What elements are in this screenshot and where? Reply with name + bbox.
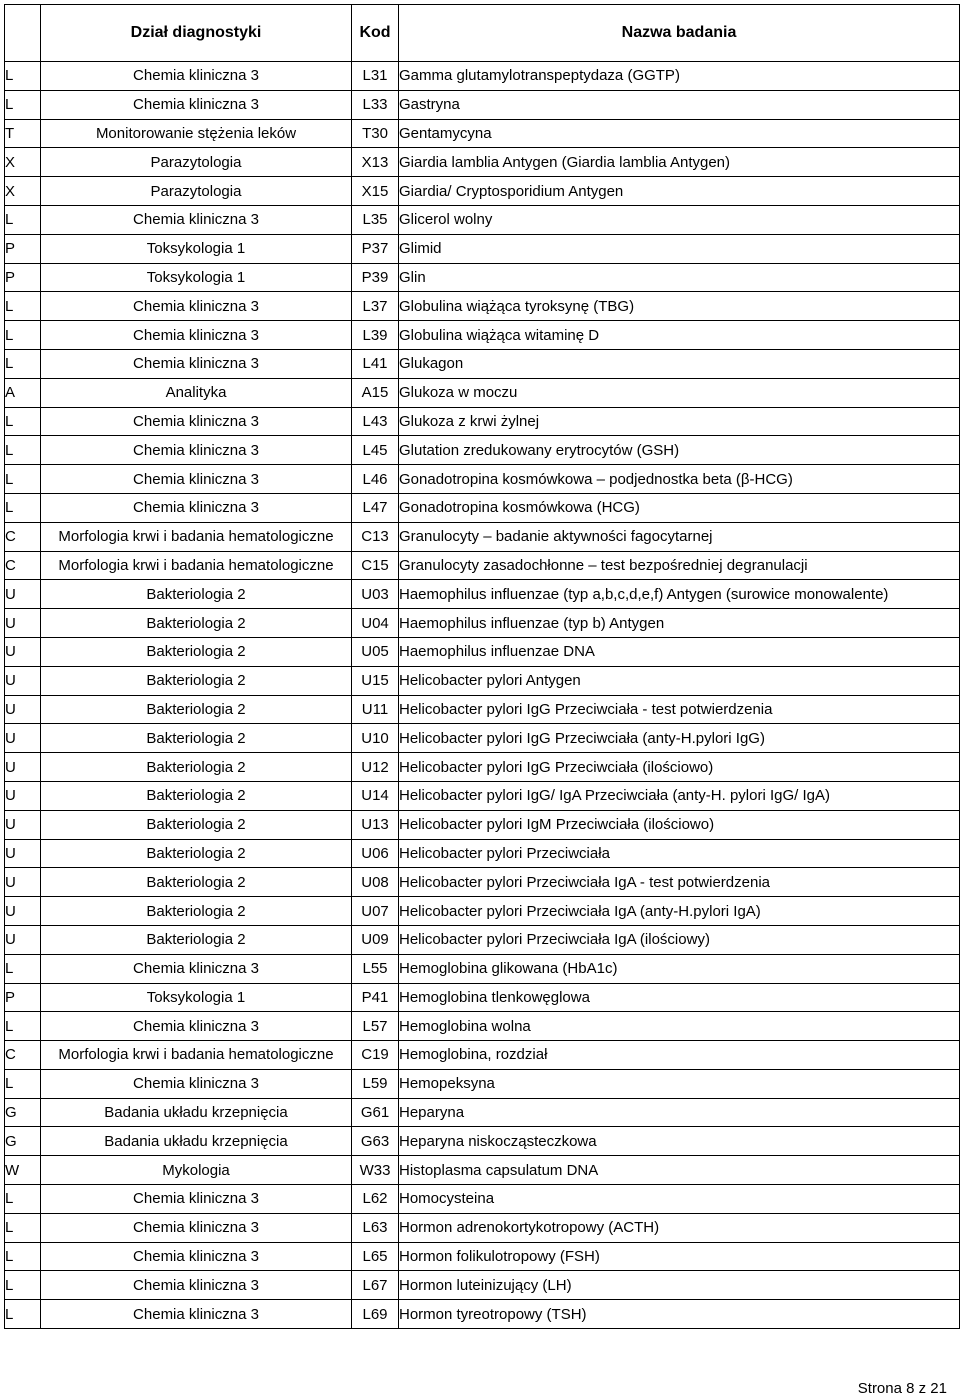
row-letter: L: [5, 349, 41, 378]
row-test-name: Histoplasma capsulatum DNA: [399, 1156, 960, 1185]
row-code: C13: [352, 522, 399, 551]
row-test-name: Haemophilus influenzae DNA: [399, 637, 960, 666]
row-code: C15: [352, 551, 399, 580]
row-letter: L: [5, 465, 41, 494]
row-test-name: Hormon folikulotropowy (FSH): [399, 1242, 960, 1271]
table-row: [5, 436, 960, 465]
row-department: Bakteriologia 2: [41, 868, 352, 897]
table-row: [5, 983, 960, 1012]
row-letter: L: [5, 90, 41, 119]
row-letter: L: [5, 321, 41, 350]
row-letter: U: [5, 753, 41, 782]
row-code: U12: [352, 753, 399, 782]
row-department: Chemia kliniczna 3: [41, 1300, 352, 1329]
row-code: A15: [352, 378, 399, 407]
table-row: [5, 810, 960, 839]
row-letter: L: [5, 292, 41, 321]
table-row: [5, 119, 960, 148]
row-department: Chemia kliniczna 3: [41, 1185, 352, 1214]
row-department: Chemia kliniczna 3: [41, 1012, 352, 1041]
row-test-name: Helicobacter pylori Przeciwciała IgA (anty-H.pylori IgA): [399, 897, 960, 926]
row-department: Bakteriologia 2: [41, 580, 352, 609]
row-letter: L: [5, 493, 41, 522]
row-test-name: Helicobacter pylori Antygen: [399, 666, 960, 695]
table-row: [5, 493, 960, 522]
table-row: [5, 321, 960, 350]
row-code: L45: [352, 436, 399, 465]
row-test-name: Gonadotropina kosmówkowa (HCG): [399, 493, 960, 522]
table-row: [5, 925, 960, 954]
row-code: L35: [352, 205, 399, 234]
table-row: [5, 897, 960, 926]
table-row: [5, 839, 960, 868]
table-row: [5, 753, 960, 782]
row-department: Chemia kliniczna 3: [41, 349, 352, 378]
row-department: Toksykologia 1: [41, 234, 352, 263]
row-test-name: Globulina wiążąca tyroksynę (TBG): [399, 292, 960, 321]
header-code: Kod: [352, 5, 399, 62]
row-code: X15: [352, 177, 399, 206]
row-test-name: Hormon adrenokortykotropowy (ACTH): [399, 1213, 960, 1242]
table-row: [5, 177, 960, 206]
row-code: U10: [352, 724, 399, 753]
row-test-name: Helicobacter pylori IgG Przeciwciała (ilościowo): [399, 753, 960, 782]
row-department: Morfologia krwi i badania hematologiczne: [41, 1041, 352, 1070]
table-row: [5, 1300, 960, 1329]
row-letter: G: [5, 1098, 41, 1127]
row-test-name: Glukoza w moczu: [399, 378, 960, 407]
row-test-name: Helicobacter pylori IgG Przeciwciała - test potwierdzenia: [399, 695, 960, 724]
row-test-name: Hormon luteinizujący (LH): [399, 1271, 960, 1300]
row-code: U09: [352, 925, 399, 954]
row-department: Bakteriologia 2: [41, 666, 352, 695]
row-department: Bakteriologia 2: [41, 695, 352, 724]
row-department: Chemia kliniczna 3: [41, 493, 352, 522]
row-code: L67: [352, 1271, 399, 1300]
row-letter: U: [5, 609, 41, 638]
row-test-name: Homocysteina: [399, 1185, 960, 1214]
row-department: Analityka: [41, 378, 352, 407]
row-code: U15: [352, 666, 399, 695]
row-code: W33: [352, 1156, 399, 1185]
row-department: Bakteriologia 2: [41, 724, 352, 753]
table-header-row: [5, 5, 960, 62]
row-letter: L: [5, 954, 41, 983]
row-test-name: Hemoglobina glikowana (HbA1c): [399, 954, 960, 983]
row-code: L59: [352, 1069, 399, 1098]
diagnostics-table: [4, 4, 960, 1329]
row-department: Chemia kliniczna 3: [41, 205, 352, 234]
header-test-name: Nazwa badania: [399, 5, 960, 62]
table-row: [5, 1012, 960, 1041]
table-row: [5, 551, 960, 580]
row-test-name: Hemoglobina tlenkowęglowa: [399, 983, 960, 1012]
row-department: Badania układu krzepnięcia: [41, 1127, 352, 1156]
row-code: L62: [352, 1185, 399, 1214]
row-department: Mykologia: [41, 1156, 352, 1185]
row-code: U11: [352, 695, 399, 724]
row-test-name: Granulocyty – badanie aktywności fagocytarnej: [399, 522, 960, 551]
table-row: [5, 205, 960, 234]
row-department: Chemia kliniczna 3: [41, 954, 352, 983]
table-row: [5, 1242, 960, 1271]
row-department: Badania układu krzepnięcia: [41, 1098, 352, 1127]
row-letter: U: [5, 724, 41, 753]
table-row: [5, 90, 960, 119]
row-department: Chemia kliniczna 3: [41, 321, 352, 350]
row-department: Bakteriologia 2: [41, 637, 352, 666]
row-letter: L: [5, 1069, 41, 1098]
row-test-name: Hemoglobina, rozdział: [399, 1041, 960, 1070]
row-test-name: Glin: [399, 263, 960, 292]
row-test-name: Gonadotropina kosmówkowa – podjednostka beta (β-HCG): [399, 465, 960, 494]
table-row: [5, 1156, 960, 1185]
row-code: U05: [352, 637, 399, 666]
row-letter: T: [5, 119, 41, 148]
row-letter: X: [5, 177, 41, 206]
row-code: G63: [352, 1127, 399, 1156]
row-code: T30: [352, 119, 399, 148]
row-code: U14: [352, 781, 399, 810]
row-code: L69: [352, 1300, 399, 1329]
table-row: [5, 609, 960, 638]
row-department: Chemia kliniczna 3: [41, 62, 352, 91]
row-department: Chemia kliniczna 3: [41, 1271, 352, 1300]
row-code: U06: [352, 839, 399, 868]
table-row: [5, 868, 960, 897]
row-code: L57: [352, 1012, 399, 1041]
row-code: L33: [352, 90, 399, 119]
row-department: Morfologia krwi i badania hematologiczne: [41, 551, 352, 580]
row-test-name: Helicobacter pylori Przeciwciała: [399, 839, 960, 868]
row-letter: U: [5, 925, 41, 954]
table-row: [5, 781, 960, 810]
row-letter: L: [5, 62, 41, 91]
row-test-name: Helicobacter pylori IgG Przeciwciała (anty-H.pylori IgG): [399, 724, 960, 753]
row-department: Chemia kliniczna 3: [41, 465, 352, 494]
row-department: Chemia kliniczna 3: [41, 1069, 352, 1098]
row-test-name: Helicobacter pylori IgG/ IgA Przeciwciała (anty-H. pylori IgG/ IgA): [399, 781, 960, 810]
table-body: [5, 62, 960, 1329]
row-test-name: Gastryna: [399, 90, 960, 119]
row-code: U13: [352, 810, 399, 839]
row-department: Chemia kliniczna 3: [41, 1213, 352, 1242]
row-department: Monitorowanie stężenia leków: [41, 119, 352, 148]
row-test-name: Gentamycyna: [399, 119, 960, 148]
row-code: L31: [352, 62, 399, 91]
row-letter: U: [5, 666, 41, 695]
table-row: [5, 1185, 960, 1214]
table-row: [5, 1041, 960, 1070]
row-code: L41: [352, 349, 399, 378]
row-code: U04: [352, 609, 399, 638]
table-row: [5, 724, 960, 753]
row-letter: L: [5, 1185, 41, 1214]
table-row: [5, 1127, 960, 1156]
row-code: L39: [352, 321, 399, 350]
row-letter: C: [5, 551, 41, 580]
row-letter: U: [5, 897, 41, 926]
row-test-name: Granulocyty zasadochłonne – test bezpośredniej degranulacji: [399, 551, 960, 580]
row-letter: U: [5, 839, 41, 868]
row-test-name: Heparyna niskocząsteczkowa: [399, 1127, 960, 1156]
row-letter: L: [5, 1242, 41, 1271]
row-test-name: Hemopeksyna: [399, 1069, 960, 1098]
row-test-name: Giardia/ Cryptosporidium Antygen: [399, 177, 960, 206]
row-letter: A: [5, 378, 41, 407]
row-test-name: Haemophilus influenzae (typ b) Antygen: [399, 609, 960, 638]
table-row: [5, 666, 960, 695]
row-department: Chemia kliniczna 3: [41, 1242, 352, 1271]
row-code: X13: [352, 148, 399, 177]
row-letter: W: [5, 1156, 41, 1185]
row-department: Bakteriologia 2: [41, 839, 352, 868]
row-test-name: Haemophilus influenzae (typ a,b,c,d,e,f) Antygen (surowice monowalente): [399, 580, 960, 609]
row-department: Chemia kliniczna 3: [41, 90, 352, 119]
row-code: L63: [352, 1213, 399, 1242]
row-letter: U: [5, 637, 41, 666]
table-row: [5, 62, 960, 91]
table-row: [5, 1069, 960, 1098]
row-department: Chemia kliniczna 3: [41, 292, 352, 321]
row-code: P37: [352, 234, 399, 263]
row-letter: C: [5, 522, 41, 551]
row-test-name: Heparyna: [399, 1098, 960, 1127]
row-letter: P: [5, 263, 41, 292]
row-test-name: Glimid: [399, 234, 960, 263]
row-test-name: Glukagon: [399, 349, 960, 378]
row-department: Chemia kliniczna 3: [41, 436, 352, 465]
row-code: L65: [352, 1242, 399, 1271]
row-letter: U: [5, 868, 41, 897]
row-department: Bakteriologia 2: [41, 609, 352, 638]
row-letter: P: [5, 234, 41, 263]
row-department: Bakteriologia 2: [41, 925, 352, 954]
row-test-name: Glicerol wolny: [399, 205, 960, 234]
row-code: G61: [352, 1098, 399, 1127]
row-test-name: Globulina wiążąca witaminę D: [399, 321, 960, 350]
row-test-name: Glukoza z krwi żylnej: [399, 407, 960, 436]
row-code: P39: [352, 263, 399, 292]
header-letter: [5, 5, 41, 62]
row-letter: P: [5, 983, 41, 1012]
table-row: [5, 378, 960, 407]
table-row: [5, 234, 960, 263]
table-row: [5, 1213, 960, 1242]
row-code: L55: [352, 954, 399, 983]
row-letter: L: [5, 1271, 41, 1300]
row-test-name: Gamma glutamylotranspeptydaza (GGTP): [399, 62, 960, 91]
table-row: [5, 954, 960, 983]
row-department: Toksykologia 1: [41, 983, 352, 1012]
row-letter: U: [5, 695, 41, 724]
row-letter: L: [5, 407, 41, 436]
row-department: Toksykologia 1: [41, 263, 352, 292]
row-letter: L: [5, 1300, 41, 1329]
row-code: U03: [352, 580, 399, 609]
row-code: L43: [352, 407, 399, 436]
table-row: [5, 292, 960, 321]
row-letter: U: [5, 580, 41, 609]
table-row: [5, 522, 960, 551]
table-row: [5, 637, 960, 666]
row-test-name: Giardia lamblia Antygen (Giardia lamblia Antygen): [399, 148, 960, 177]
row-test-name: Glutation zredukowany erytrocytów (GSH): [399, 436, 960, 465]
row-department: Morfologia krwi i badania hematologiczne: [41, 522, 352, 551]
row-code: U08: [352, 868, 399, 897]
row-letter: G: [5, 1127, 41, 1156]
row-department: Bakteriologia 2: [41, 781, 352, 810]
table-row: [5, 407, 960, 436]
table-row: [5, 580, 960, 609]
row-test-name: Hemoglobina wolna: [399, 1012, 960, 1041]
row-department: Bakteriologia 2: [41, 753, 352, 782]
table-row: [5, 1271, 960, 1300]
table-row: [5, 263, 960, 292]
table-row: [5, 349, 960, 378]
row-department: Parazytologia: [41, 177, 352, 206]
row-letter: L: [5, 1213, 41, 1242]
row-department: Bakteriologia 2: [41, 897, 352, 926]
row-code: P41: [352, 983, 399, 1012]
row-code: U07: [352, 897, 399, 926]
table-row: [5, 1098, 960, 1127]
page-number: Strona 8 z 21: [857, 1380, 947, 1397]
row-letter: U: [5, 781, 41, 810]
row-letter: C: [5, 1041, 41, 1070]
table-row: [5, 695, 960, 724]
table-row: [5, 148, 960, 177]
table-row: [5, 465, 960, 494]
row-test-name: Helicobacter pylori IgM Przeciwciała (ilościowo): [399, 810, 960, 839]
row-department: Bakteriologia 2: [41, 810, 352, 839]
row-code: L37: [352, 292, 399, 321]
row-code: C19: [352, 1041, 399, 1070]
header-department: Dział diagnostyki: [41, 5, 352, 62]
row-letter: L: [5, 1012, 41, 1041]
row-test-name: Hormon tyreotropowy (TSH): [399, 1300, 960, 1329]
row-code: L47: [352, 493, 399, 522]
row-letter: U: [5, 810, 41, 839]
row-letter: L: [5, 436, 41, 465]
row-test-name: Helicobacter pylori Przeciwciała IgA - test potwierdzenia: [399, 868, 960, 897]
row-test-name: Helicobacter pylori Przeciwciała IgA (ilościowy): [399, 925, 960, 954]
row-department: Parazytologia: [41, 148, 352, 177]
row-letter: X: [5, 148, 41, 177]
row-letter: L: [5, 205, 41, 234]
row-code: L46: [352, 465, 399, 494]
row-department: Chemia kliniczna 3: [41, 407, 352, 436]
